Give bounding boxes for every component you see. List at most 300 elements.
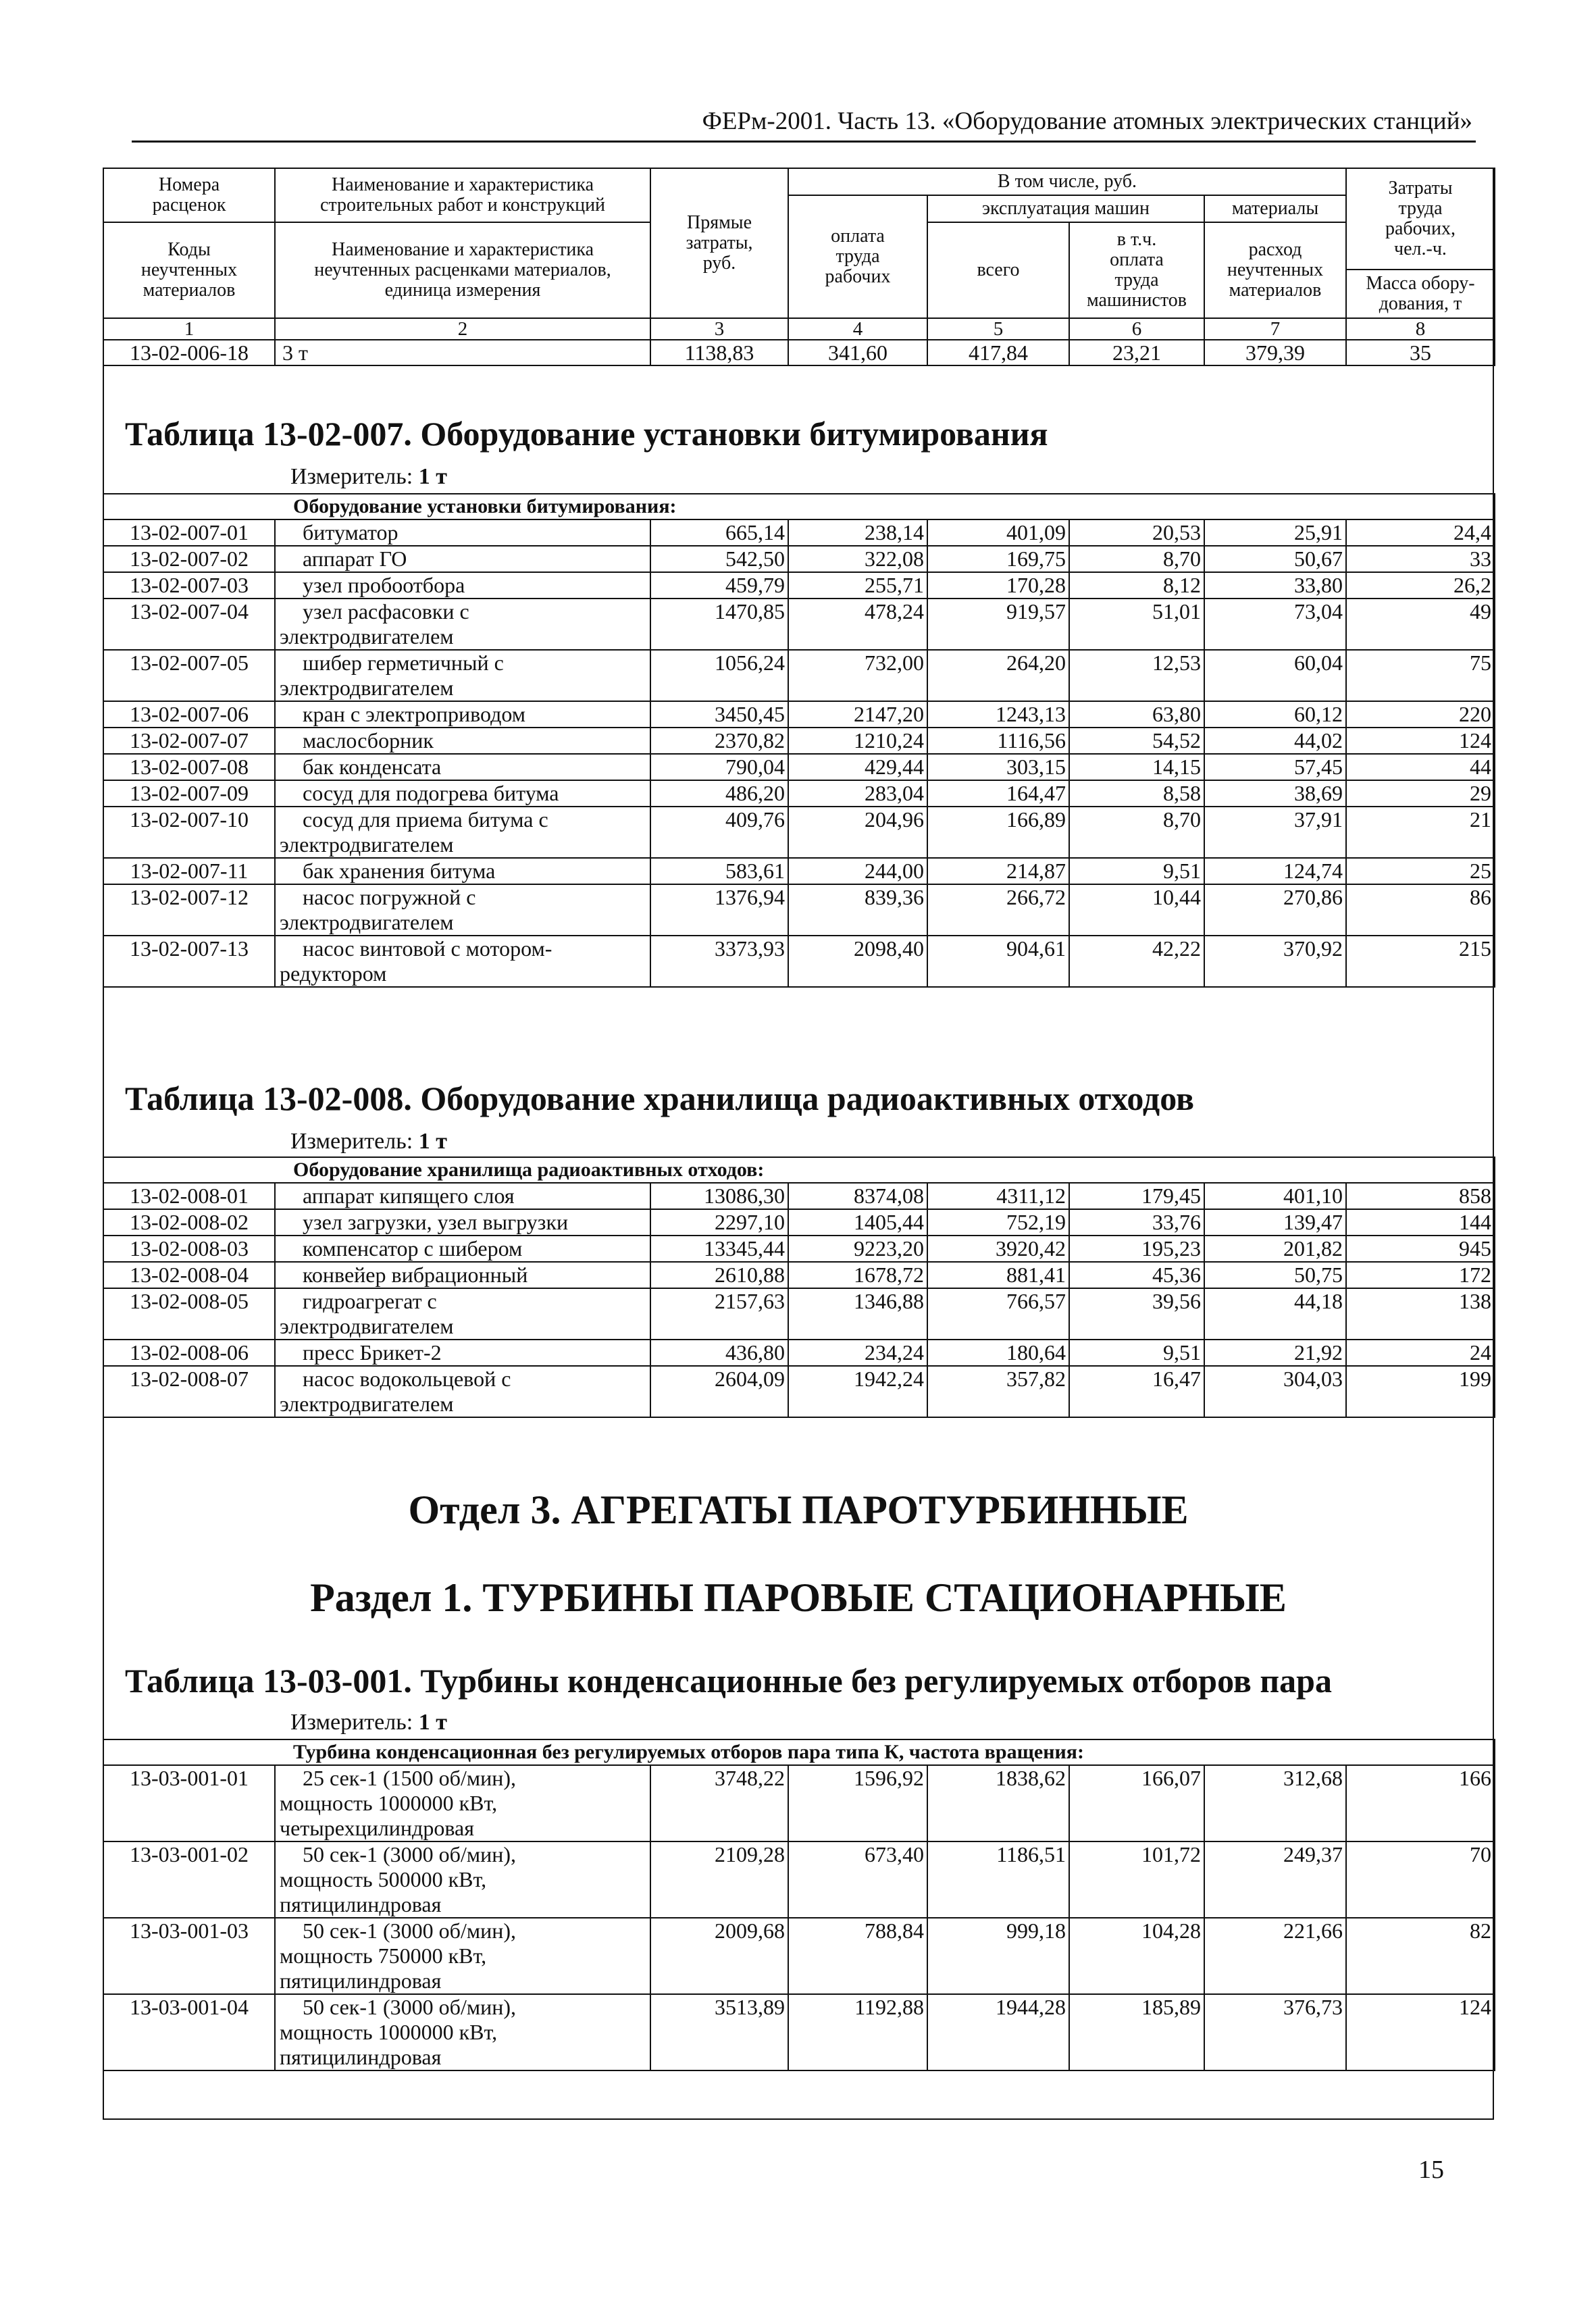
table-row — [103, 701, 1495, 728]
rate-name — [275, 884, 650, 936]
worker-pay: 2147,20 — [788, 701, 927, 728]
carryover-row — [103, 340, 1495, 365]
rate-name-line: электродвигателем — [280, 832, 454, 857]
operator-pay: 63,80 — [1069, 701, 1204, 728]
labor-costs: 44 — [1346, 754, 1495, 780]
worker-pay: 9223,20 — [788, 1236, 927, 1262]
rate-name-line: узел пробоотбора — [303, 573, 465, 597]
materials: 376,73 — [1204, 1994, 1346, 2070]
worker-pay: 238,14 — [788, 519, 927, 546]
materials: 60,12 — [1204, 701, 1346, 728]
table-row — [103, 650, 1495, 701]
labor-costs: 124 — [1346, 728, 1495, 754]
rate-name — [275, 1236, 650, 1262]
rate-name-line: насос погружной с — [303, 885, 476, 909]
rate-name — [275, 650, 650, 701]
rate-name-line: насос водокольцевой с — [303, 1367, 511, 1391]
materials: 201,82 — [1204, 1236, 1346, 1262]
direct-costs: 542,50 — [650, 546, 788, 572]
table-row — [103, 807, 1495, 858]
rate-name — [275, 599, 650, 650]
rate-code: 13-02-008-06 — [103, 1340, 275, 1366]
direct-costs: 1376,94 — [650, 884, 788, 936]
rate-name — [275, 936, 650, 987]
rate-name-line: битуматор — [303, 520, 398, 544]
rate-name-line: 50 сек-1 (3000 об/мин), — [303, 1842, 516, 1866]
direct-costs: 436,80 — [650, 1340, 788, 1366]
materials: 21,92 — [1204, 1340, 1346, 1366]
labor-costs: 35 — [1346, 340, 1495, 365]
materials: 124,74 — [1204, 858, 1346, 884]
machines-total: 180,64 — [927, 1340, 1069, 1366]
materials: 249,37 — [1204, 1841, 1346, 1918]
materials: 73,04 — [1204, 599, 1346, 650]
direct-costs: 583,61 — [650, 858, 788, 884]
operator-pay: 42,22 — [1069, 936, 1204, 987]
rate-code: 13-02-007-11 — [103, 858, 275, 884]
rate-name-line: компенсатор с шибером — [303, 1236, 523, 1261]
rate-code: 13-02-007-08 — [103, 754, 275, 780]
worker-pay: 478,24 — [788, 599, 927, 650]
labor-costs: 172 — [1346, 1262, 1495, 1288]
operator-pay: 166,07 — [1069, 1765, 1204, 1841]
direct-costs: 1138,83 — [650, 340, 788, 365]
rate-name-line: узел загрузки, узел выгрузки — [303, 1210, 569, 1234]
rate-name-line: мощность 750000 кВт, — [280, 1943, 487, 1968]
rate-code: 13-02-008-05 — [103, 1288, 275, 1340]
table-007-title: Таблица 13-02-007. Оборудование установки битумирования — [125, 415, 1048, 453]
rate-code: 13-02-007-13 — [103, 936, 275, 987]
group-heading: Оборудование хранилища радиоактивных отходов: — [103, 1157, 1495, 1183]
labor-costs: 215 — [1346, 936, 1495, 987]
table-row — [103, 780, 1495, 807]
worker-pay: 255,71 — [788, 572, 927, 599]
header-rate-number: Номера расценок — [103, 168, 275, 222]
table-row — [103, 1183, 1495, 1209]
operator-pay: 23,21 — [1069, 340, 1204, 365]
machines-total: 881,41 — [927, 1262, 1069, 1288]
table-row — [103, 1994, 1495, 2070]
rate-name — [275, 858, 650, 884]
rate-name-line: пятицилиндровая — [280, 1968, 442, 1993]
machines-total: 214,87 — [927, 858, 1069, 884]
labor-costs: 220 — [1346, 701, 1495, 728]
group-heading: Оборудование установки битумирования: — [103, 494, 1495, 519]
table-row — [103, 936, 1495, 987]
operator-pay: 8,58 — [1069, 780, 1204, 807]
direct-costs: 2009,68 — [650, 1918, 788, 1994]
operator-pay: 33,76 — [1069, 1209, 1204, 1236]
materials: 139,47 — [1204, 1209, 1346, 1236]
rate-name-line: 50 сек-1 (3000 об/мин), — [303, 1995, 516, 2019]
rate-name — [275, 807, 650, 858]
materials: 44,02 — [1204, 728, 1346, 754]
labor-costs: 24,4 — [1346, 519, 1495, 546]
table-row — [103, 1288, 1495, 1340]
operator-pay: 54,52 — [1069, 728, 1204, 754]
direct-costs: 2610,88 — [650, 1262, 788, 1288]
table-007-unit: Измеритель: 1 т — [290, 464, 447, 489]
direct-costs: 3373,93 — [650, 936, 788, 987]
machines-total: 1116,56 — [927, 728, 1069, 754]
rate-name — [275, 728, 650, 754]
materials: 38,69 — [1204, 780, 1346, 807]
rate-name-line: пятицилиндровая — [280, 2045, 442, 2069]
labor-costs: 199 — [1346, 1366, 1495, 1417]
rate-name — [275, 1994, 650, 2070]
column-number: 6 — [1069, 318, 1204, 340]
worker-pay: 1346,88 — [788, 1288, 927, 1340]
labor-costs: 29 — [1346, 780, 1495, 807]
header-materials: материалы — [1204, 195, 1346, 222]
worker-pay: 341,60 — [788, 340, 927, 365]
worker-pay: 839,36 — [788, 884, 927, 936]
table-row — [103, 546, 1495, 572]
worker-pay: 1596,92 — [788, 1765, 927, 1841]
rate-name — [275, 1340, 650, 1366]
table-008-unit: Измеритель: 1 т — [290, 1129, 447, 1154]
rate-code: 13-02-007-12 — [103, 884, 275, 936]
table-row — [103, 1236, 1495, 1262]
operator-pay: 9,51 — [1069, 858, 1204, 884]
worker-pay: 429,44 — [788, 754, 927, 780]
rate-name-line: бак хранения битума — [303, 859, 496, 883]
materials: 33,80 — [1204, 572, 1346, 599]
header-worker-pay: оплата труда рабочих — [788, 195, 927, 318]
rate-code: 13-02-006-18 — [103, 340, 275, 365]
machines-total: 1243,13 — [927, 701, 1069, 728]
group-heading-row — [103, 1739, 1495, 1765]
machines-total: 417,84 — [927, 340, 1069, 365]
rate-name-line: электродвигателем — [280, 1392, 454, 1416]
direct-costs: 790,04 — [650, 754, 788, 780]
rate-name-line: редуктором — [280, 961, 387, 986]
header-material-consumption: расход неучтенных материалов — [1204, 222, 1346, 318]
direct-costs: 13086,30 — [650, 1183, 788, 1209]
worker-pay: 283,04 — [788, 780, 927, 807]
header-unaccounted-codes: Коды неучтенных материалов — [103, 222, 275, 318]
direct-costs: 665,14 — [650, 519, 788, 546]
operator-pay: 39,56 — [1069, 1288, 1204, 1340]
machines-total: 357,82 — [927, 1366, 1069, 1417]
rate-code: 13-02-008-07 — [103, 1366, 275, 1417]
rate-name-line: узел расфасовки с — [303, 599, 469, 624]
direct-costs: 459,79 — [650, 572, 788, 599]
machines-total: 264,20 — [927, 650, 1069, 701]
rate-code: 13-03-001-01 — [103, 1765, 275, 1841]
rate-code: 13-02-007-06 — [103, 701, 275, 728]
rate-name-line: 50 сек-1 (3000 об/мин), — [303, 1918, 516, 1943]
table-row — [103, 1765, 1495, 1841]
header-operator-pay: в т.ч. оплата труда машинистов — [1069, 222, 1204, 318]
table-row — [103, 1209, 1495, 1236]
rate-name-line: 25 сек-1 (1500 об/мин), — [303, 1766, 516, 1790]
rate-name-line: электродвигателем — [280, 910, 454, 934]
rate-name-line: насос винтовой с мотором- — [303, 936, 552, 961]
rate-name-line: четырехцилиндровая — [280, 1816, 474, 1840]
table-row — [103, 754, 1495, 780]
machines-total: 266,72 — [927, 884, 1069, 936]
labor-costs: 858 — [1346, 1183, 1495, 1209]
direct-costs: 409,76 — [650, 807, 788, 858]
machines-total: 170,28 — [927, 572, 1069, 599]
machines-total: 1838,62 — [927, 1765, 1069, 1841]
materials: 37,91 — [1204, 807, 1346, 858]
worker-pay: 2098,40 — [788, 936, 927, 987]
rate-name-line: пятицилиндровая — [280, 1892, 442, 1916]
operator-pay: 16,47 — [1069, 1366, 1204, 1417]
direct-costs: 2157,63 — [650, 1288, 788, 1340]
materials: 50,75 — [1204, 1262, 1346, 1288]
labor-costs: 124 — [1346, 1994, 1495, 2070]
labor-costs: 945 — [1346, 1236, 1495, 1262]
rate-name-line: мощность 1000000 кВт, — [280, 1791, 498, 1815]
worker-pay: 1405,44 — [788, 1209, 927, 1236]
column-number: 8 — [1346, 318, 1495, 340]
worker-pay: 732,00 — [788, 650, 927, 701]
labor-costs: 70 — [1346, 1841, 1495, 1918]
column-number: 7 — [1204, 318, 1346, 340]
machines-total: 999,18 — [927, 1918, 1069, 1994]
rate-name — [275, 1262, 650, 1288]
rate-code: 13-03-001-02 — [103, 1841, 275, 1918]
materials: 44,18 — [1204, 1288, 1346, 1340]
direct-costs: 1470,85 — [650, 599, 788, 650]
column-header-table — [103, 168, 1495, 366]
operator-pay: 8,70 — [1069, 807, 1204, 858]
labor-costs: 144 — [1346, 1209, 1495, 1236]
table-row — [103, 599, 1495, 650]
operator-pay: 51,01 — [1069, 599, 1204, 650]
machines-total: 904,61 — [927, 936, 1069, 987]
column-number: 5 — [927, 318, 1069, 340]
header-labor-costs: Затраты труда рабочих, чел.-ч. — [1346, 168, 1495, 270]
rate-name — [275, 1183, 650, 1209]
operator-pay: 179,45 — [1069, 1183, 1204, 1209]
materials: 57,45 — [1204, 754, 1346, 780]
rate-name-line: мощность 500000 кВт, — [280, 1867, 487, 1891]
materials: 401,10 — [1204, 1183, 1346, 1209]
rate-name-line: конвейер вибрационный — [303, 1263, 528, 1287]
group-heading-row — [103, 1157, 1495, 1183]
labor-costs: 21 — [1346, 807, 1495, 858]
operator-pay: 20,53 — [1069, 519, 1204, 546]
rate-code: 13-02-007-05 — [103, 650, 275, 701]
labor-costs: 33 — [1346, 546, 1495, 572]
rate-name — [275, 1209, 650, 1236]
table-row — [103, 858, 1495, 884]
table-row — [103, 572, 1495, 599]
worker-pay: 1210,24 — [788, 728, 927, 754]
header-direct-costs: Прямые затраты, руб. — [650, 168, 788, 318]
materials: 221,66 — [1204, 1918, 1346, 1994]
rate-name-line: электродвигателем — [280, 676, 454, 700]
worker-pay: 204,96 — [788, 807, 927, 858]
header-material-name: Наименование и характеристика неучтенных расценками материалов, единица измерения — [275, 222, 650, 318]
direct-costs: 13345,44 — [650, 1236, 788, 1262]
machines-total: 1186,51 — [927, 1841, 1069, 1918]
page-number: 15 — [1418, 2156, 1444, 2184]
column-number: 2 — [275, 318, 650, 340]
rate-code: 13-02-007-07 — [103, 728, 275, 754]
worker-pay: 673,40 — [788, 1841, 927, 1918]
direct-costs: 3450,45 — [650, 701, 788, 728]
rate-code: 13-02-007-09 — [103, 780, 275, 807]
rate-code: 13-02-008-02 — [103, 1209, 275, 1236]
table-row — [103, 1340, 1495, 1366]
rate-name — [275, 1765, 650, 1841]
rate-name-line: аппарат кипящего слоя — [303, 1184, 515, 1208]
rate-name-line: аппарат ГО — [303, 547, 407, 571]
worker-pay: 234,24 — [788, 1340, 927, 1366]
table-3001-title: Таблица 13-03-001. Турбины конденсационные без регулируемых отборов пара — [125, 1662, 1332, 1700]
table-row — [103, 1262, 1495, 1288]
rate-code: 13-02-007-04 — [103, 599, 275, 650]
rate-name — [275, 1918, 650, 1994]
table-007 — [103, 493, 1495, 988]
machines-total: 164,47 — [927, 780, 1069, 807]
division-title: Раздел 1. ТУРБИНЫ ПАРОВЫЕ СТАЦИОНАРНЫЕ — [310, 1575, 1287, 1620]
table-row — [103, 519, 1495, 546]
worker-pay: 244,00 — [788, 858, 927, 884]
direct-costs: 2109,28 — [650, 1841, 788, 1918]
column-number: 3 — [650, 318, 788, 340]
group-heading-row — [103, 494, 1495, 519]
labor-costs: 138 — [1346, 1288, 1495, 1340]
rate-code: 13-02-008-04 — [103, 1262, 275, 1288]
machines-total: 303,15 — [927, 754, 1069, 780]
operator-pay: 12,53 — [1069, 650, 1204, 701]
running-header: ФЕРм-2001. Часть 13. «Оборудование атомных электрических станций» — [702, 107, 1472, 135]
rate-name — [275, 572, 650, 599]
direct-costs: 2297,10 — [650, 1209, 788, 1236]
rate-name-line: шибер герметичный с — [303, 651, 504, 675]
machines-total: 766,57 — [927, 1288, 1069, 1340]
labor-costs: 166 — [1346, 1765, 1495, 1841]
rate-code: 13-02-008-03 — [103, 1236, 275, 1262]
labor-costs: 82 — [1346, 1918, 1495, 1994]
worker-pay: 788,84 — [788, 1918, 927, 1994]
operator-pay: 10,44 — [1069, 884, 1204, 936]
worker-pay: 1942,24 — [788, 1366, 927, 1417]
header-machines-total: всего — [927, 222, 1069, 318]
rate-name — [275, 780, 650, 807]
rate-name-line: сосуд для подогрева битума — [303, 781, 559, 805]
machines-total: 919,57 — [927, 599, 1069, 650]
operator-pay: 45,36 — [1069, 1262, 1204, 1288]
rate-name — [275, 754, 650, 780]
rate-name — [275, 1366, 650, 1417]
machines-total: 3920,42 — [927, 1236, 1069, 1262]
direct-costs: 2370,82 — [650, 728, 788, 754]
operator-pay: 104,28 — [1069, 1918, 1204, 1994]
operator-pay: 14,15 — [1069, 754, 1204, 780]
header-including: В том числе, руб. — [788, 168, 1346, 195]
table-row — [103, 1918, 1495, 1994]
rate-name-line: электродвигателем — [280, 1314, 454, 1338]
header-work-name: Наименование и характеристика строительных работ и конструкций — [275, 168, 650, 222]
direct-costs: 1056,24 — [650, 650, 788, 701]
labor-costs: 26,2 — [1346, 572, 1495, 599]
rate-code: 13-03-001-03 — [103, 1918, 275, 1994]
rate-name-line: пресс Брикет-2 — [303, 1340, 442, 1365]
rate-name — [275, 1841, 650, 1918]
rate-code: 13-03-001-04 — [103, 1994, 275, 2070]
rate-name-line: бак конденсата — [303, 755, 442, 779]
table-3001-unit: Измеритель: 1 т — [290, 1710, 447, 1735]
worker-pay: 322,08 — [788, 546, 927, 572]
header-rule — [132, 141, 1476, 143]
materials: 370,92 — [1204, 936, 1346, 987]
column-number: 1 — [103, 318, 275, 340]
labor-costs: 86 — [1346, 884, 1495, 936]
rate-name — [275, 519, 650, 546]
operator-pay: 101,72 — [1069, 1841, 1204, 1918]
materials: 270,86 — [1204, 884, 1346, 936]
direct-costs: 3513,89 — [650, 1994, 788, 2070]
column-number: 4 — [788, 318, 927, 340]
labor-costs: 49 — [1346, 599, 1495, 650]
worker-pay: 1192,88 — [788, 1994, 927, 2070]
materials: 304,03 — [1204, 1366, 1346, 1417]
direct-costs: 2604,09 — [650, 1366, 788, 1417]
table-row — [103, 884, 1495, 936]
table-row — [103, 1841, 1495, 1918]
rate-name — [275, 546, 650, 572]
operator-pay: 195,23 — [1069, 1236, 1204, 1262]
machines-total: 4311,12 — [927, 1183, 1069, 1209]
machines-total: 1944,28 — [927, 1994, 1069, 2070]
header-equipment-mass: Масса обору- дования, т — [1346, 270, 1495, 318]
materials: 379,39 — [1204, 340, 1346, 365]
group-heading: Турбина конденсационная без регулируемых отборов пара типа К, частота вращения: — [103, 1739, 1495, 1765]
materials: 312,68 — [1204, 1765, 1346, 1841]
worker-pay: 8374,08 — [788, 1183, 927, 1209]
table-008-title: Таблица 13-02-008. Оборудование хранилища радиоактивных отходов — [125, 1079, 1194, 1117]
materials: 50,67 — [1204, 546, 1346, 572]
labor-costs: 75 — [1346, 650, 1495, 701]
header-machines: эксплуатация машин — [927, 195, 1204, 222]
table-008 — [103, 1156, 1495, 1418]
operator-pay: 8,12 — [1069, 572, 1204, 599]
rate-name-line: сосуд для приема битума с — [303, 807, 548, 832]
operator-pay: 9,51 — [1069, 1340, 1204, 1366]
department-title: Отдел 3. АГРЕГАТЫ ПАРОТУРБИННЫЕ — [408, 1488, 1189, 1532]
rate-name-line: мощность 1000000 кВт, — [280, 2020, 498, 2044]
materials: 60,04 — [1204, 650, 1346, 701]
table-3001 — [103, 1739, 1495, 2071]
machines-total: 752,19 — [927, 1209, 1069, 1236]
rate-name — [275, 701, 650, 728]
operator-pay: 185,89 — [1069, 1994, 1204, 2070]
operator-pay: 8,70 — [1069, 546, 1204, 572]
rate-name-line: кран с электроприводом — [303, 702, 526, 726]
rate-code: 13-02-007-03 — [103, 572, 275, 599]
rate-code: 13-02-007-01 — [103, 519, 275, 546]
rate-name: 3 т — [275, 340, 650, 365]
materials: 25,91 — [1204, 519, 1346, 546]
labor-costs: 24 — [1346, 1340, 1495, 1366]
rate-name-line: гидроагрегат с — [303, 1289, 437, 1313]
rate-name-line: маслосборник — [303, 728, 434, 753]
table-row — [103, 728, 1495, 754]
machines-total: 166,89 — [927, 807, 1069, 858]
labor-costs: 25 — [1346, 858, 1495, 884]
machines-total: 401,09 — [927, 519, 1069, 546]
machines-total: 169,75 — [927, 546, 1069, 572]
rate-code: 13-02-007-10 — [103, 807, 275, 858]
table-row — [103, 1366, 1495, 1417]
